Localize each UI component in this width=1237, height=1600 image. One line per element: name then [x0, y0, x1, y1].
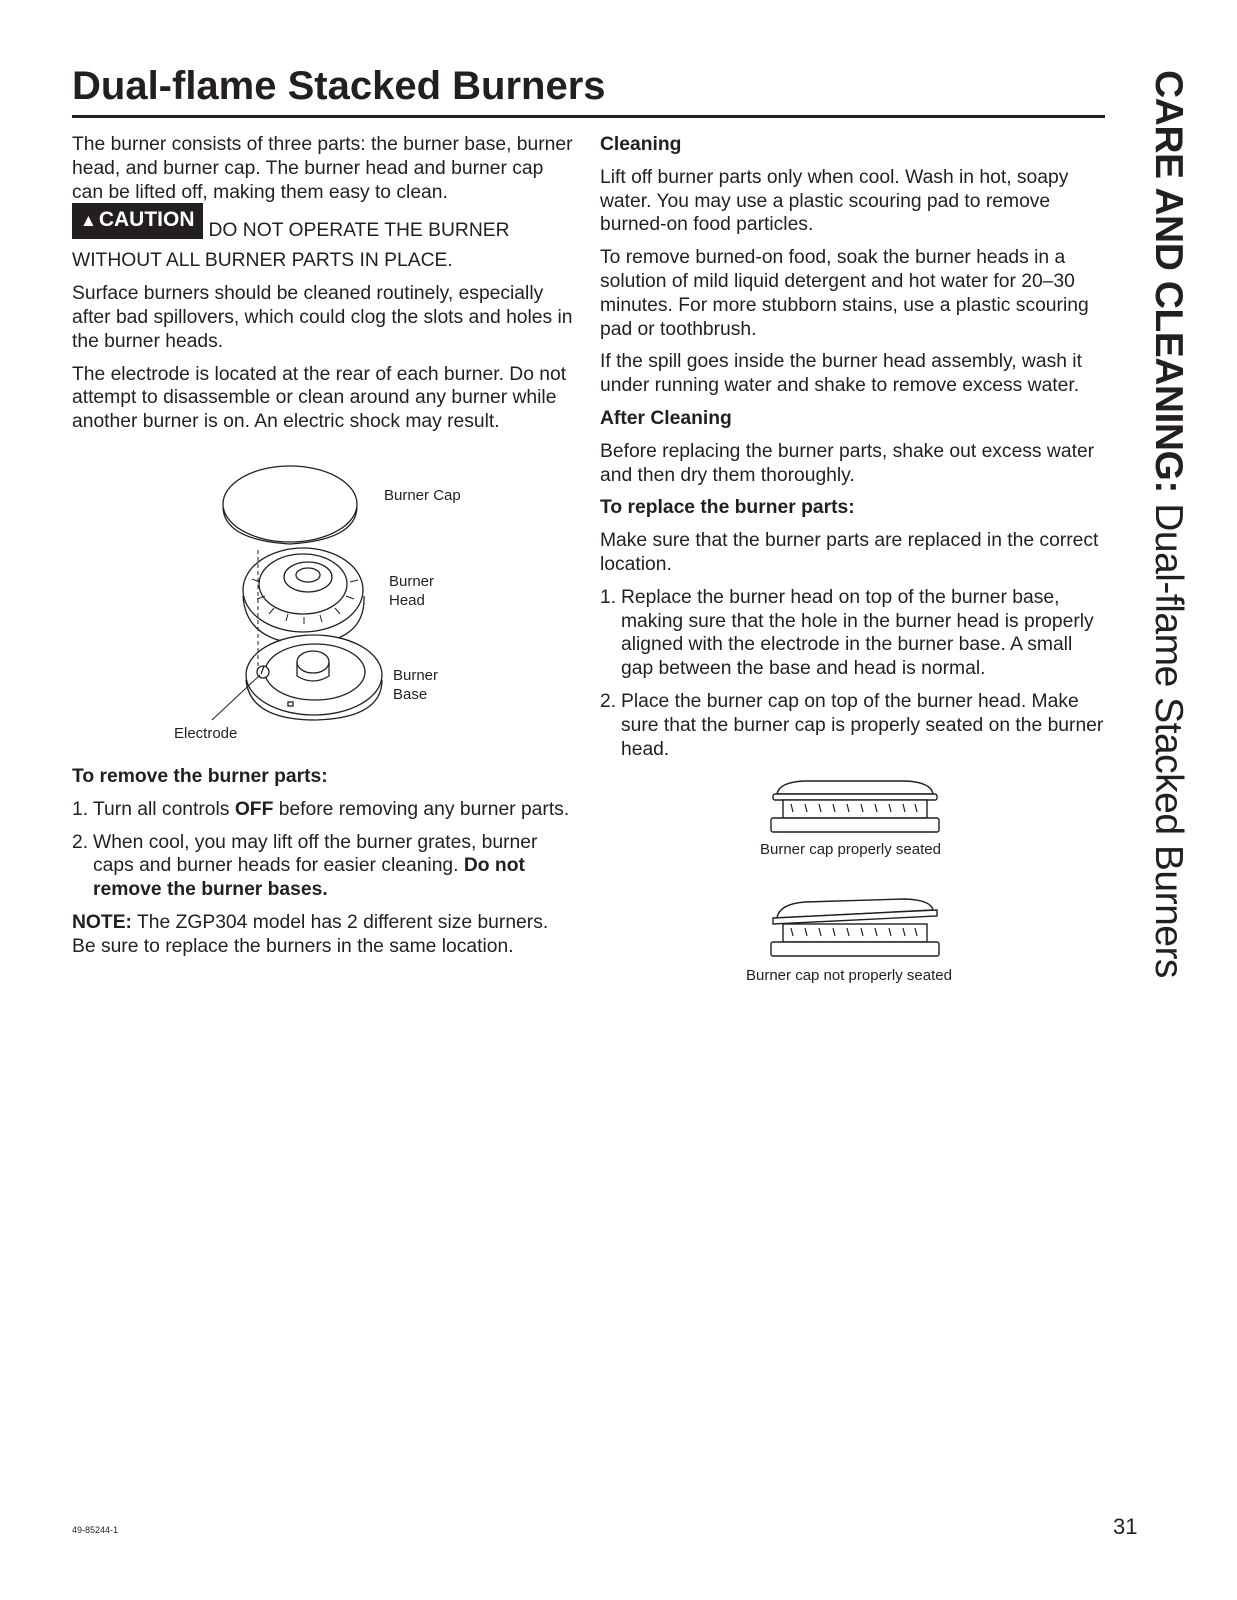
burner-cap-label: Burner Cap [384, 487, 461, 504]
document-number: 49-85244-1 [72, 1525, 119, 1535]
step-text: Place the burner cap on top of the burner head. Make sure that the burner cap is properly seated on the burner head. [621, 690, 1104, 760]
burner-cap-not-seated-illustration [765, 896, 945, 964]
electrode-label: Electrode [174, 725, 238, 742]
replace-heading: To replace the burner parts: [600, 497, 855, 519]
caution-text: DO NOT OPERATE THE BURNER WITHOUT ALL BURNER PARTS IN PLACE. [72, 220, 510, 272]
step-number: 1. [600, 586, 617, 608]
title-rule [72, 115, 1105, 118]
page-number: 31 [1113, 1514, 1138, 1539]
burner-cap-shape [223, 466, 357, 542]
note-label: NOTE: [72, 911, 132, 933]
note-text: The ZGP304 model has 2 different size burners. Be sure to replace the burners in the same location. [72, 911, 549, 957]
side-title-section: CARE AND CLEANING: [1147, 70, 1190, 493]
side-title-topic: Dual-flame Stacked Burners [1147, 492, 1190, 978]
page-title: Dual-flame Stacked Burners [72, 64, 606, 108]
note-paragraph [72, 911, 577, 959]
after-cleaning-paragraph: Before replacing the burner parts, shake out excess water and then dry them thoroughly. [600, 440, 1095, 486]
replace-intro: Make sure that the burner parts are replaced in the correct location. [600, 530, 1099, 575]
cleaning-paragraph-3: If the spill goes inside the burner head assembly, wash it under running water and shake to remove excess water. [600, 351, 1082, 397]
burner-cap-seated-illustration [765, 776, 945, 838]
cleaning-routine-paragraph: Surface burners should be cleaned routinely, especially after bad spillovers, which could clog the slots and holes in the burner heads. [72, 283, 573, 352]
step-number: 1. [72, 798, 89, 820]
burner-base-label-line1: Burner [393, 667, 439, 684]
burner-head-label-line2: Head [389, 592, 425, 609]
burner-base-label-line2: Base [393, 686, 428, 703]
cleaning-paragraph-1: Lift off burner parts only when cool. Wash in hot, soapy water. You may use a plastic scouring pad to remove burned-on food particles. [600, 166, 1069, 236]
after-cleaning-heading: After Cleaning [600, 407, 732, 429]
section-side-title [1146, 70, 1190, 978]
list-item [600, 690, 1105, 761]
step-number: 2. [72, 831, 89, 853]
step-text: When cool, you may lift off the burner grates, burner caps and burner heads for easier cleaning. [93, 831, 538, 877]
list-item [600, 586, 1105, 681]
cleaning-heading: Cleaning [600, 134, 682, 155]
warning-triangle-icon: ▲ [80, 211, 97, 231]
right-column [600, 133, 1105, 770]
cleaning-paragraph-2: To remove burned-on food, soak the burner heads in a solution of mild liquid detergent and hot water for 20–30 minutes. For more stubborn stains, use a plastic scouring pad or toothbrush. [600, 247, 1089, 340]
burner-exploded-diagram [170, 462, 490, 762]
caution-notice [72, 208, 577, 273]
caution-badge-label: CAUTION [98, 208, 195, 232]
electrode-paragraph: The electrode is located at the rear of each burner. Do not attempt to disassemble or clean around any burner while another burner is on. An electric shock may result. [72, 363, 567, 433]
step-text: Turn all controls [93, 798, 235, 820]
seated-caption: Burner cap properly seated [760, 841, 941, 858]
step-number: 2. [600, 690, 617, 712]
intro-paragraph: The burner consists of three parts: the burner base, burner head, and burner cap. The burner head and burner cap can be lifted off, making them easy to clean. [72, 134, 573, 203]
step-text-bold: OFF [234, 798, 274, 820]
replace-steps-list [600, 586, 1105, 762]
step-text-bold: Do not remove the burner bases. [93, 855, 525, 901]
remove-heading: To remove the burner parts: [72, 765, 328, 787]
list-item [72, 798, 577, 822]
not-seated-caption: Burner cap not properly seated [746, 967, 952, 984]
list-item [72, 831, 577, 902]
step-text: Replace the burner head on top of the burner base, making sure that the hole in the burner head is properly aligned with the electrode in the burner base. A small gap between the base and head is normal. [621, 586, 1094, 680]
caution-badge [72, 203, 203, 239]
remove-steps-list [72, 798, 577, 902]
burner-head-label-line1: Burner [389, 573, 435, 590]
step-text: before removing any burner parts. [273, 798, 570, 820]
